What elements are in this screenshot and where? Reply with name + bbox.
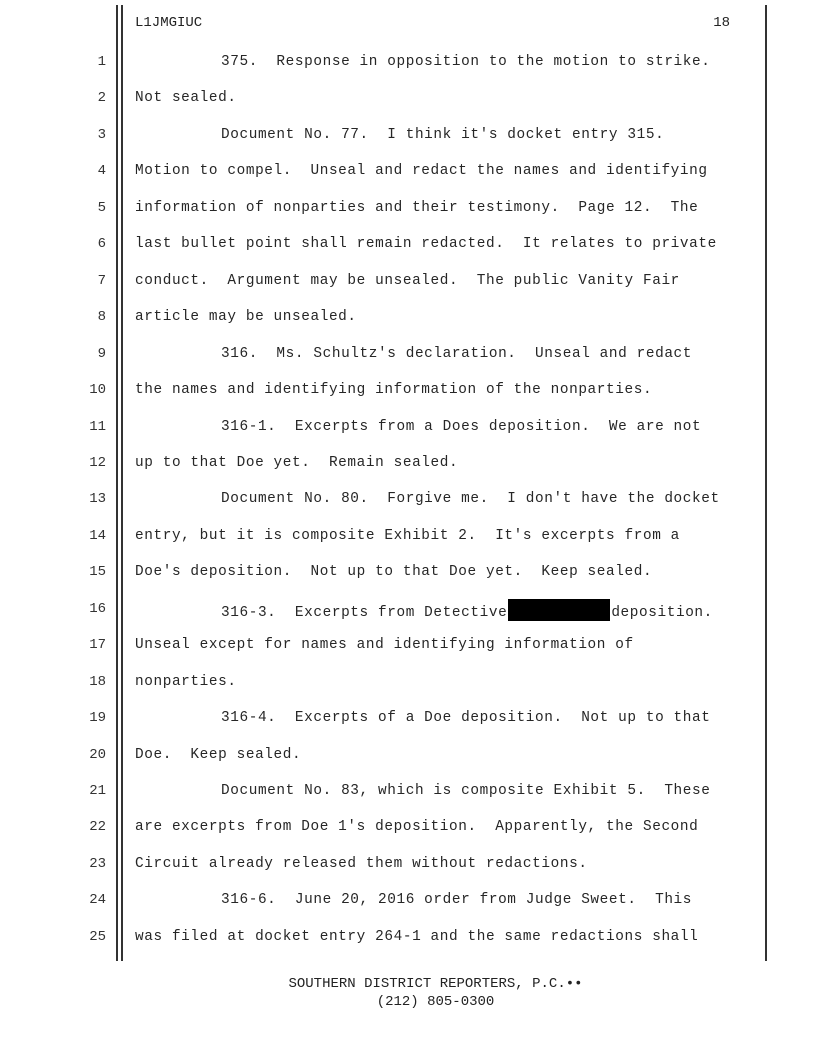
line-number: 15 — [89, 564, 106, 581]
line-number: 13 — [89, 491, 106, 508]
line-text-segment: Not sealed. — [135, 90, 237, 107]
reporter-phone: (212) 805-0300 — [376, 994, 495, 1010]
transcript-line — [0, 854, 816, 874]
line-text — [135, 88, 237, 108]
transcript-line — [0, 234, 816, 254]
line-text-segment: Document No. 77. I think it's docket entry 315. — [221, 126, 665, 143]
line-text — [135, 672, 237, 692]
line-text-segment: 316. Ms. Schultz's declaration. Unseal and redact — [221, 345, 693, 362]
line-text — [135, 307, 357, 327]
line-text — [221, 708, 711, 728]
transcript-line — [0, 526, 816, 546]
line-number: 7 — [97, 272, 106, 289]
transcript-line — [0, 88, 816, 108]
transcript-line — [0, 562, 816, 582]
line-number: 19 — [89, 710, 106, 727]
line-number: 14 — [89, 527, 106, 544]
line-text — [221, 489, 720, 509]
transcript-line — [0, 417, 816, 437]
line-text — [135, 198, 698, 218]
line-number: 16 — [89, 600, 106, 617]
line-text-segment: up to that Doe yet. Remain sealed. — [135, 454, 459, 471]
transcript-line — [0, 198, 816, 218]
line-text-segment: entry, but it is composite Exhibit 2. It's excerpts from a — [135, 527, 680, 544]
line-text — [221, 417, 701, 437]
line-text — [135, 745, 301, 765]
line-text — [135, 817, 698, 837]
line-text — [135, 161, 708, 181]
line-number: 21 — [89, 783, 106, 799]
line-text-segment-after-redaction: deposition. — [611, 604, 713, 621]
line-text-segment: was filed at docket entry 264-1 and the same redactions shall — [135, 928, 699, 945]
transcript-line — [0, 52, 816, 72]
transcript-line — [0, 635, 816, 655]
line-text — [135, 635, 634, 655]
line-text — [135, 380, 652, 400]
line-number: 23 — [89, 855, 106, 872]
transcript-line — [0, 307, 816, 327]
line-text — [135, 562, 652, 582]
line-number: 24 — [89, 892, 106, 909]
line-number: 1 — [97, 54, 106, 70]
line-number: 8 — [97, 309, 106, 326]
line-text — [221, 344, 692, 364]
line-text-segment: Document No. 83, which is composite Exhibit 5. These — [221, 783, 711, 799]
line-text — [135, 271, 680, 291]
transcript-line — [0, 161, 816, 181]
line-text-segment: Motion to compel. Unseal and redact the names and identifying — [135, 163, 708, 180]
transcript-line — [0, 745, 816, 765]
transcript-line — [0, 817, 816, 837]
transcript-line — [0, 672, 816, 692]
line-text-segment: are excerpts from Doe 1's deposition. Apparently, the Second — [135, 819, 699, 836]
line-text-segment: 316-6. June 20, 2016 order from Judge Sweet. This — [221, 892, 693, 909]
line-text — [135, 927, 698, 947]
line-text-segment: Circuit already released them without redactions. — [135, 855, 588, 872]
line-text-segment: last bullet point shall remain redacted. It relates to private — [135, 236, 717, 253]
transcript-line — [0, 599, 816, 619]
line-text-segment: information of nonparties and their testimony. Page 12. The — [135, 199, 699, 216]
transcript-line — [0, 453, 816, 473]
page-number: 18 — [713, 15, 730, 31]
line-number: 20 — [89, 746, 106, 763]
line-text-segment: Unseal except for names and identifying information of — [135, 637, 634, 654]
line-text — [221, 890, 692, 910]
line-number: 25 — [89, 928, 106, 945]
line-text-segment: 316-1. Excerpts from a Does deposition. We are not — [221, 418, 702, 435]
line-number: 17 — [89, 637, 106, 654]
line-number: 10 — [89, 382, 106, 399]
line-text — [221, 125, 664, 145]
case-identifier: L1JMGIUC — [135, 15, 203, 31]
transcript-line — [0, 271, 816, 291]
line-text-segment: the names and identifying information of the nonparties. — [135, 382, 653, 399]
line-number: 6 — [97, 236, 106, 253]
transcript-line — [0, 927, 816, 947]
transcript-line — [0, 781, 816, 801]
line-text-segment: Doe's deposition. Not up to that Doe yet. Keep sealed. — [135, 564, 653, 581]
line-text — [221, 52, 711, 72]
transcript-line — [0, 380, 816, 400]
line-text-segment: Document No. 80. Forgive me. I don't have the docket — [221, 491, 720, 508]
line-number: 9 — [97, 345, 106, 362]
line-number: 22 — [89, 819, 106, 836]
transcript-line — [0, 489, 816, 509]
line-number: 12 — [89, 454, 106, 471]
transcript-line — [0, 890, 816, 910]
transcript-line — [0, 344, 816, 364]
redaction-box — [508, 599, 610, 621]
line-text — [135, 526, 680, 546]
line-text-segment: 375. Response in opposition to the motion to strike. — [221, 54, 711, 70]
line-number: 3 — [97, 126, 106, 143]
line-text-segment: conduct. Argument may be unsealed. The public Vanity Fair — [135, 272, 680, 289]
line-text-segment: article may be unsealed. — [135, 309, 357, 326]
transcript-line — [0, 708, 816, 728]
line-number: 4 — [97, 163, 106, 180]
line-number: 5 — [97, 199, 106, 216]
line-number: 2 — [97, 90, 106, 107]
line-text — [221, 781, 711, 801]
line-text — [135, 854, 588, 874]
line-text — [221, 599, 713, 623]
line-number: 18 — [89, 673, 106, 690]
line-text-segment: Doe. Keep sealed. — [135, 746, 302, 763]
line-text-segment: nonparties. — [135, 673, 237, 690]
line-text — [135, 234, 717, 254]
line-text — [135, 453, 458, 473]
reporter-name: SOUTHERN DISTRICT REPORTERS, P.C.•• — [288, 976, 583, 992]
line-number: 11 — [89, 418, 106, 435]
line-text-segment: 316-3. Excerpts from Detective — [221, 604, 508, 621]
transcript-line — [0, 125, 816, 145]
line-text-segment: 316-4. Excerpts of a Doe deposition. Not up to that — [221, 710, 711, 727]
